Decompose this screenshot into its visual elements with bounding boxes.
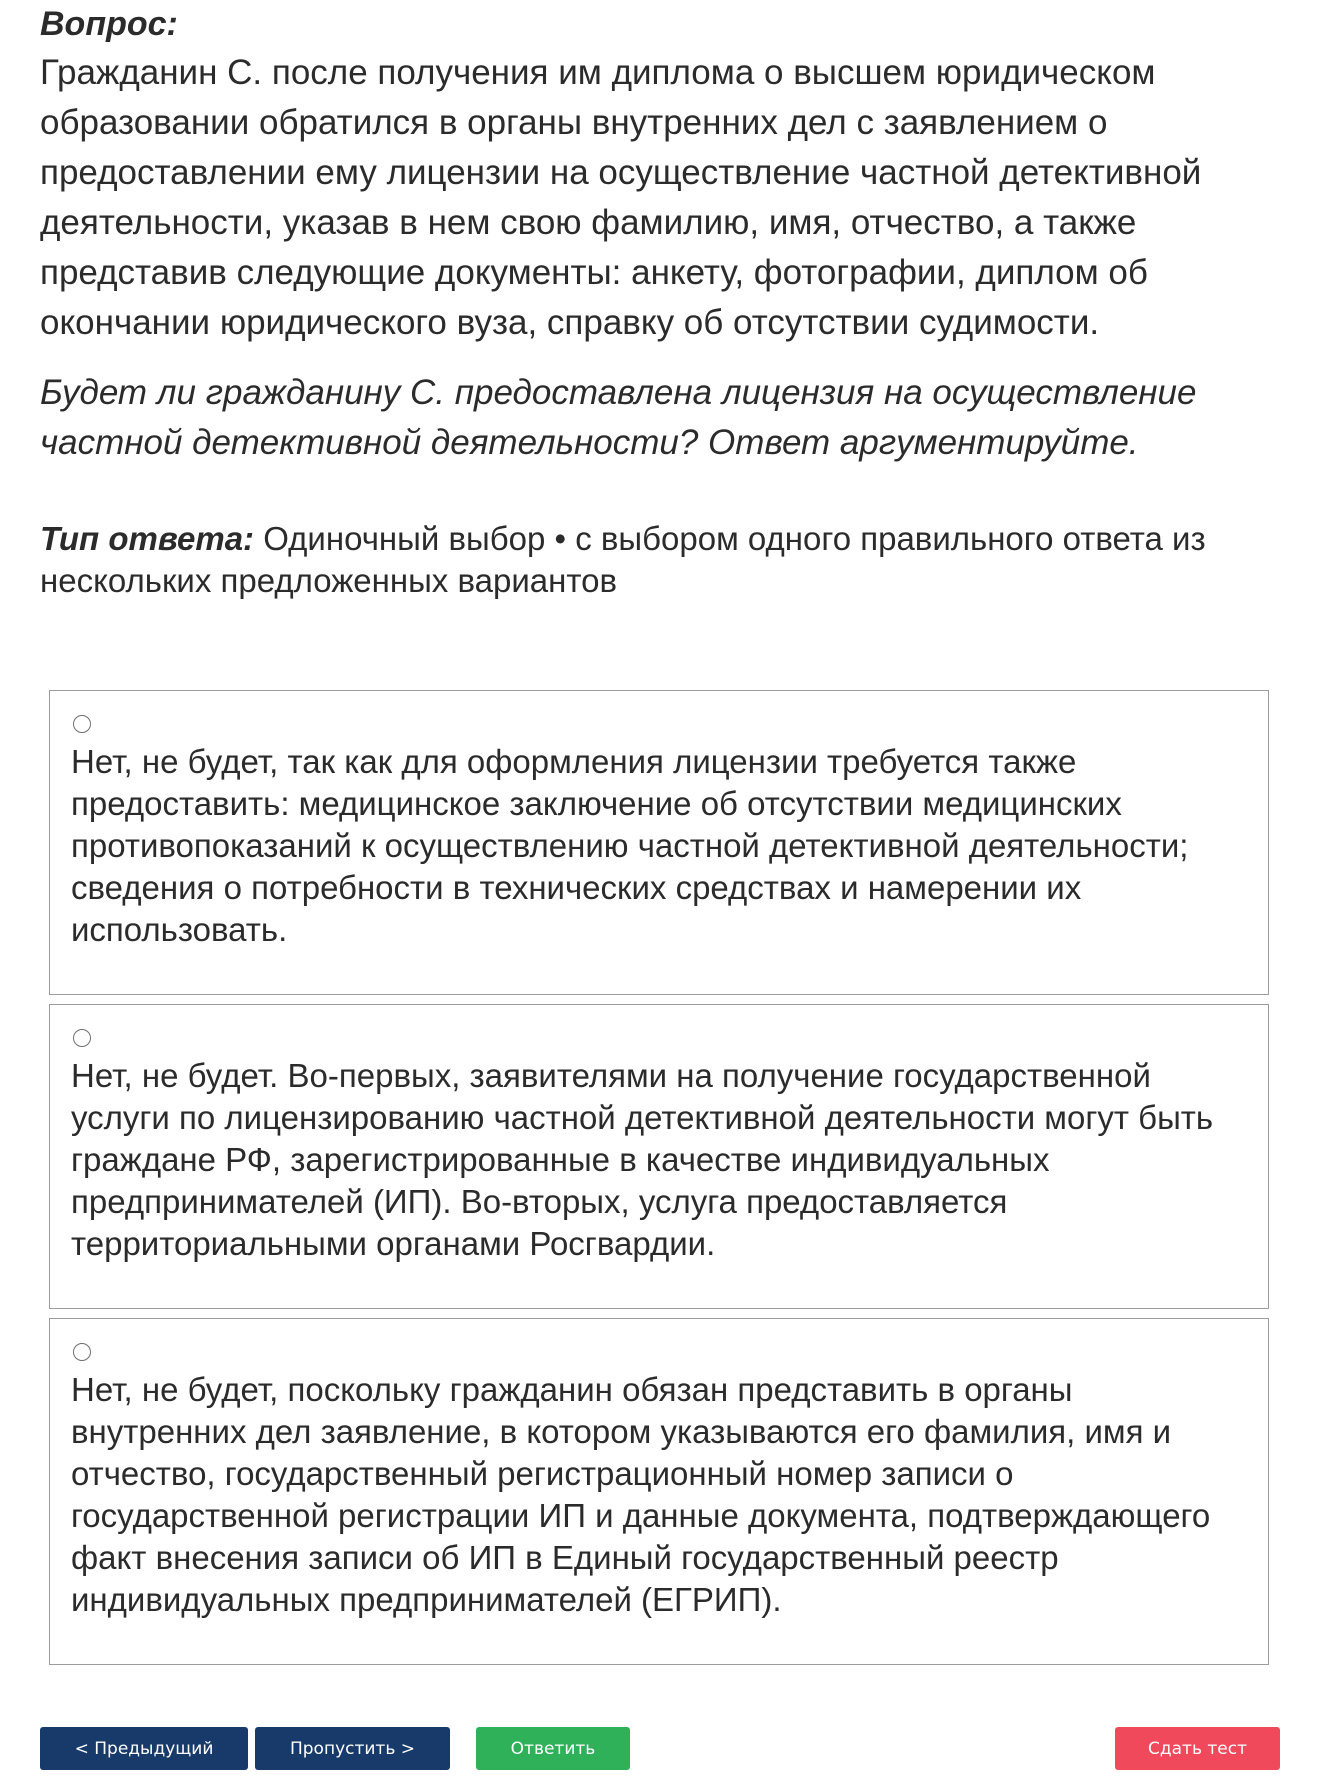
radio-button[interactable] [73,715,91,733]
answer-option-3[interactable] [49,1318,1269,1665]
answer-option-text: Нет, не будет. Во-первых, заявителями на получение государственной услуги по лицензированию частной детективной деятельности могут быть граждане РФ, зарегистрированные в качестве индивидуальных предпринимателей (ИП). Во-вторых, услуга предоставляется территориальными органами Росгвардии. [71,1057,1214,1262]
answer-option-text: Нет, не будет, так как для оформления лицензии требуется также предоставить: медицинское заключение об отсутствии медицинских противопоказаний к осуществлению частной детективной деятельности; сведения о потребности в технических средствах и намерении их использовать. [71,743,1189,948]
answer-type-value: Одиночный выбор • с выбором одного правильного ответа из нескольких предложенных вариантов [40,520,1206,599]
answer-button[interactable]: Ответить [476,1727,630,1770]
radio-button[interactable] [73,1029,91,1047]
answer-option-text: Нет, не будет, поскольку гражданин обязан представить в органы внутренних дел заявление, в котором указываются его фамилия, имя и отчество, государственный регистрационный номер записи о государственной регистрации ИП и данные документа, подтверждающего факт внесения записи об ИП в Единый государственный реестр индивидуальных предпринимателей (ЕГРИП). [71,1371,1211,1618]
question-ask: Будет ли гражданину С. предоставлена лицензия на осуществление частной детективной деятельности? Ответ аргументируйте. [40,373,1197,462]
answer-type-label: Тип ответа: [40,520,255,557]
question-block [40,0,1280,468]
answer-option-1[interactable] [49,690,1269,995]
previous-button[interactable]: < Предыдущий [40,1727,248,1770]
question-heading: Вопрос: [40,5,178,43]
submit-test-button[interactable]: Сдать тест [1115,1727,1280,1770]
question-text: Гражданин С. после получения им диплома о высшем юридическом образовании обратился в органы внутренних дел с заявлением о предоставлении ему лицензии на осуществление частной детективной деятельности, указав в нем свою фамилию, имя, отчество, а также представив следующие документы: анкету, фотографии, диплом об окончании юридического вуза, справку об отсутствии судимости. [40,53,1202,342]
answer-type [40,518,1280,602]
skip-button[interactable]: Пропустить > [255,1727,450,1770]
answer-option-2[interactable] [49,1004,1269,1309]
radio-button[interactable] [73,1343,91,1361]
